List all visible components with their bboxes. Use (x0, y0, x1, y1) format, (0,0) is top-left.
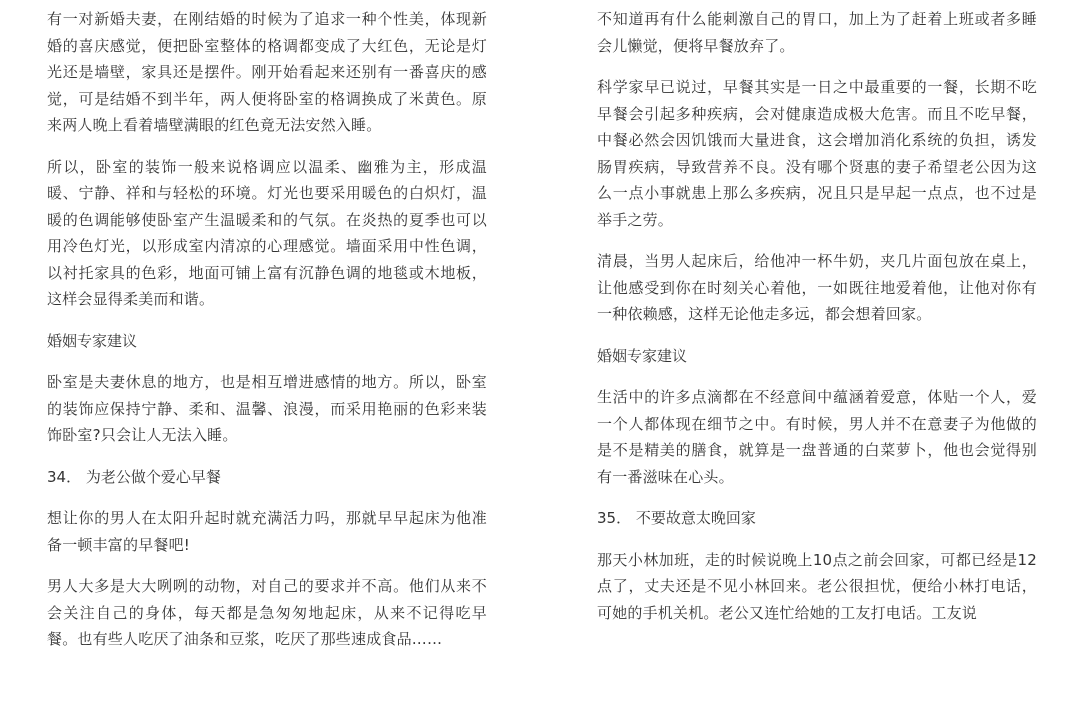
section-heading: 35． 不要故意太晚回家 (597, 509, 756, 527)
paragraph: 生活中的许多点滴都在不经意间中蕴涵着爱意，体贴一个人，爱一个人都体现在细节之中。有时候，男人并不在意妻子为他做的是不是精美的膳食，就算是一盘普通的白菜萝卜，他也会觉得别有一番滋味在心头。 (597, 388, 1037, 486)
paragraph: 科学家早已说过，早餐其实是一日之中最重要的一餐，长期不吃早餐会引起多种疾病，会对健康造成极大危害。而且不吃早餐，中餐必然会因饥饿而大量进食，这会增加消化系统的负担，诱发肠胃疾病，导致营养不良。没有哪个贤惠的妻子希望老公因为这么一点小事就患上那么多疾病，况且只是早起一点点，也不过是举手之劳。 (597, 78, 1037, 229)
paragraph: 清晨，当男人起床后，给他冲一杯牛奶，夹几片面包放在桌上，让他感受到你在时刻关心着他，一如既往地爱着他，让他对你有一种依赖感，这样无论他走多远，都会想着回家。 (597, 252, 1037, 323)
paragraph: 男人大多是大大咧咧的动物，对自己的要求并不高。他们从来不会关注自己的身体，每天都是急匆匆地起床，从来不记得吃早餐。也有些人吃厌了油条和豆浆，吃厌了那些速成食品…… (47, 577, 487, 648)
section-heading: 婚姻专家建议 (597, 346, 688, 365)
paragraph: 所以，卧室的装饰一般来说格调应以温柔、幽雅为主，形成温暖、宁静、祥和与轻松的环境。灯光也要采用暖色的白炽灯，温暖的色调能够使卧室产生温暖柔和的气氛。在炎热的夏季也可以用冷色灯光，以形成室内清凉的心理感觉。墙面采用中性色调，以衬托家具的色彩，地面可铺上富有沉静色调的地毯或木地板，这样会显得柔美而和谐。 (47, 157, 487, 308)
paragraph: 那天小林加班，走的时候说晚上10点之前会回家，可都已经是12点了，丈夫还是不见小林回来。老公很担忧，便给小林打电话，可她的手机关机。老公又连忙给她的工友打电话。工友说 (597, 550, 1037, 622)
right-column (597, 6, 1037, 641)
section-heading: 34． 为老公做个爱心早餐 (47, 467, 221, 486)
paragraph: 有一对新婚夫妻，在刚结婚的时候为了追求一种个性美，体现新婚的喜庆感觉，便把卧室整体的格调都变成了大红色，无论是灯光还是墙壁，家具还是摆件。刚开始看起来还别有一番喜庆的感觉，可是结婚不到半年，两人便将卧室的格调换成了米黄色。原来两人晚上看着墙壁满眼的红色竟无法安然入睡。 (47, 10, 487, 134)
paragraph: 卧室是夫妻休息的地方，也是相互增进感情的地方。所以，卧室的装饰应保持宁静、柔和、温馨、浪漫，而采用艳丽的色彩来装饰卧室?只会让人无法入睡。 (47, 373, 487, 444)
left-column (47, 6, 487, 668)
paragraph: 想让你的男人在太阳升起时就充满活力吗，那就早早起床为他准备一顿丰富的早餐吧! (47, 509, 487, 554)
paragraph: 不知道再有什么能刺激自己的胃口，加上为了赶着上班或者多睡会儿懒觉，便将早餐放弃了。 (597, 10, 1037, 55)
section-heading: 婚姻专家建议 (47, 331, 138, 350)
